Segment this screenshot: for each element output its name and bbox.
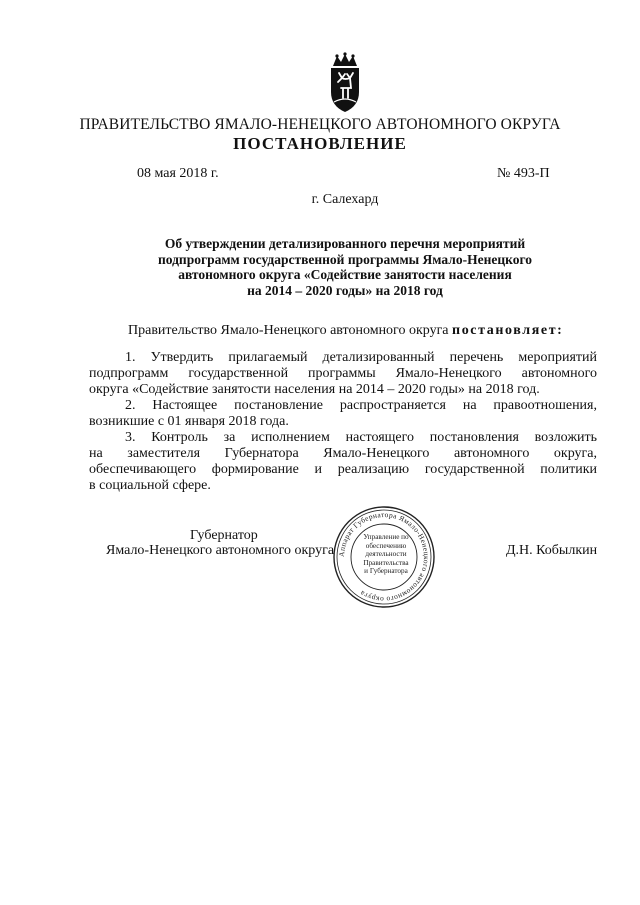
item-line: 3. Контроль за исполнением настоящего постановления возложить xyxy=(125,430,597,445)
seal-ring-text: Аппарат Губернатора Ямало-Ненецкого автономного округа xyxy=(336,509,432,605)
title-line: автономного округа «Содействие занятости населения xyxy=(178,267,512,282)
organization-header: ПРАВИТЕЛЬСТВО ЯМАЛО-НЕНЕЦКОГО АВТОНОМНОГО ОКРУГА xyxy=(79,116,561,133)
document-type: ПОСТАНОВЛЕНИЕ xyxy=(233,134,407,153)
signatory-name: Д.Н. Кобылкин xyxy=(506,543,598,558)
preamble-verb: постановляет: xyxy=(452,323,564,338)
preamble-text: Правительство Ямало-Ненецкого автономного округа xyxy=(128,323,449,338)
title-line: подпрограмм государственной программы Ямало-Ненецкого xyxy=(157,251,533,267)
signatory-title: Губернатор xyxy=(190,528,258,543)
resolution-items xyxy=(89,350,597,494)
title-line: на 2014 – 2020 годы» на 2018 год xyxy=(247,282,443,298)
item-line: подпрограмм государственной программы Ямало-Ненецкого автономного xyxy=(89,366,597,381)
signatory-organization: Ямало-Ненецкого автономного округа xyxy=(106,543,335,558)
seal-line: Правительства xyxy=(363,558,409,567)
seal-line: обеспечению xyxy=(365,541,407,550)
document-city: г. Салехард xyxy=(311,192,379,207)
seal-line: и Губернатора xyxy=(364,567,408,576)
seal-line: деятельности xyxy=(365,550,407,559)
resolution-item xyxy=(89,430,597,494)
document-number: № 493-П xyxy=(497,166,550,181)
coat-of-arms-yamal-icon xyxy=(319,52,371,116)
preamble xyxy=(128,323,563,339)
resolution-item xyxy=(89,350,597,398)
title-line: Об утверждении детализированного перечня мероприятий xyxy=(164,236,526,251)
seal-line: Управление по xyxy=(363,533,409,541)
item-line: 1. Утвердить прилагаемый детализированный перечень мероприятий xyxy=(125,350,597,365)
item-line: округа «Содействие занятости населения на 2014 – 2020 годы» на 2018 год. xyxy=(89,382,540,397)
item-line: 2. Настоящее постановление распространяется на правоотношения, xyxy=(125,398,597,413)
document-title xyxy=(100,236,590,298)
resolution-item xyxy=(89,398,597,430)
seal-center-text xyxy=(354,533,418,576)
item-line: обеспечивающего формирование и реализацию государственной политики xyxy=(89,462,597,477)
item-line: в социальной сфере. xyxy=(89,478,211,493)
item-line: возникшие с 01 января 2018 года. xyxy=(89,414,289,429)
item-line: на заместителя Губернатора Ямало-Ненецкого автономного округа, xyxy=(89,446,597,461)
document-date: 08 мая 2018 г. xyxy=(137,166,219,181)
